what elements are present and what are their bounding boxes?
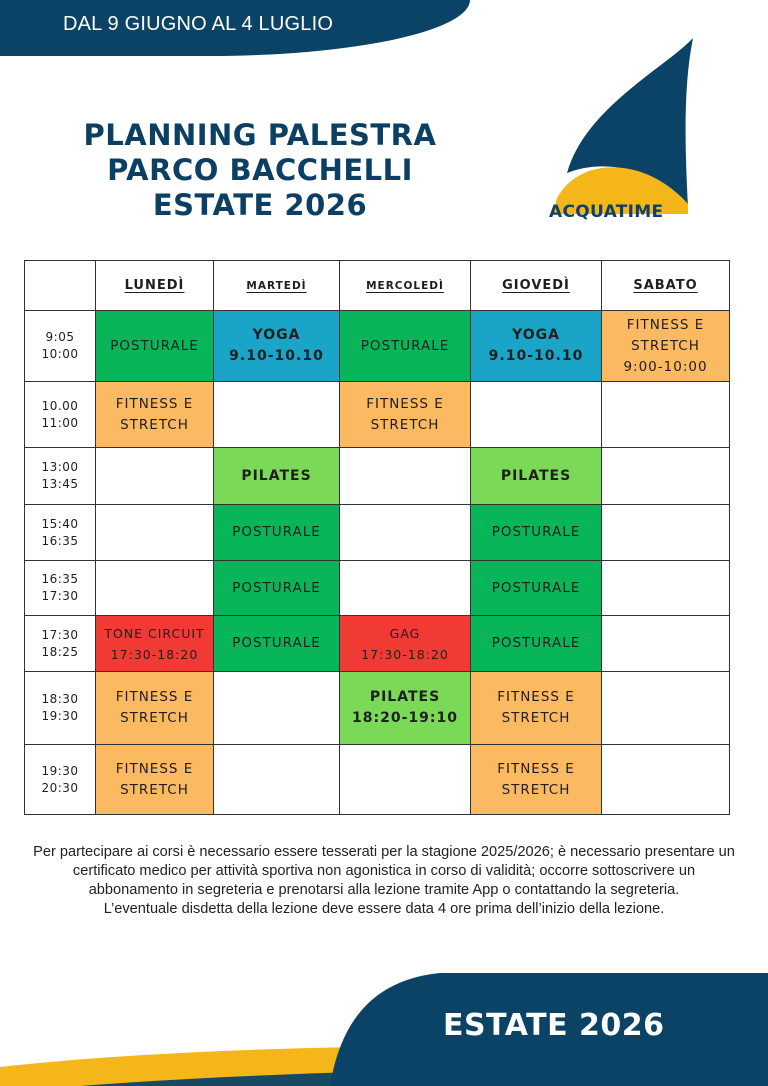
header-row [25,261,730,311]
class-label: GAG [389,625,421,641]
class-cell [214,561,340,616]
class-label: POSTURALE [491,635,581,651]
empty-cell [96,505,214,561]
class-label: FITNESS E [497,689,575,705]
class-label: POSTURALE [232,635,321,651]
schedule-row [25,382,730,448]
title-line-1: PLANNING PALESTRA [83,118,437,152]
schedule-table [24,260,730,815]
class-label: 17:30-18:20 [361,646,449,662]
time-value: 11:00 [41,415,79,430]
empty-cell [340,448,471,505]
empty-cell [471,382,602,448]
class-label: PILATES [369,689,441,705]
class-cell [96,745,214,815]
time-value: 13:45 [41,477,79,491]
time-slot [25,382,96,448]
empty-cell [96,561,214,616]
class-cell [471,561,602,616]
class-cell [214,311,340,382]
class-label: STRETCH [501,781,571,798]
class-label: STRETCH [370,416,440,433]
class-cell [214,616,340,672]
time-slot [25,561,96,616]
time-value: 17:30 [41,627,79,642]
class-label: POSTURALE [110,337,199,354]
class-label: POSTURALE [232,524,321,540]
logo-text: ACQUATIME [549,202,664,222]
sail-logo-icon [545,38,705,228]
info-note [30,843,738,919]
class-label: POSTURALE [232,579,321,596]
time-value: 15:40 [41,516,79,531]
class-label: YOGA [252,327,301,343]
class-cell [471,311,602,382]
schedule-row [25,505,730,561]
class-label: 9.10-10.10 [229,348,324,364]
time-value: 17:30 [41,589,79,603]
class-label: STRETCH [631,337,700,354]
title-line-3: ESTATE 2026 [152,188,368,222]
class-cell [96,311,214,382]
class-label: POSTURALE [360,337,450,354]
empty-cell [602,616,730,672]
time-value: 10.00 [41,398,79,413]
time-slot [25,616,96,672]
time-value: 19:30 [41,709,79,723]
time-value: 18:30 [41,692,79,706]
class-cell [471,505,602,561]
footer-season: ESTATE 2026 [443,1008,665,1043]
class-label: STRETCH [120,710,189,726]
class-label: TONE CIRCUIT [104,625,205,641]
time-value: 20:30 [41,780,79,795]
empty-cell [340,745,471,815]
class-label: FITNESS E [497,760,575,777]
class-cell [471,448,602,505]
time-value: 19:30 [41,763,79,778]
class-label: 18:20-19:10 [352,710,458,726]
class-label: POSTURALE [491,524,581,540]
title-line-2: PARCO BACCHELLI [107,153,413,187]
empty-cell [214,382,340,448]
class-label: YOGA [512,327,560,343]
class-label: FITNESS E [115,395,194,412]
class-cell [340,672,471,745]
class-cell [96,616,214,672]
time-value: 13:00 [41,460,79,474]
time-value: 16:35 [41,572,79,586]
header-corner [25,261,96,311]
empty-cell [602,672,730,745]
schedule-row [25,745,730,815]
class-label: FITNESS E [115,760,194,777]
time-value: 16:35 [41,533,79,548]
schedule-row [25,616,730,672]
class-label: 17:30-18:20 [110,646,199,662]
page-title [60,118,460,223]
day-header: SABATO [602,261,730,311]
day-header: MARTEDÌ [214,261,340,311]
class-cell [471,672,602,745]
empty-cell [602,505,730,561]
class-cell [340,311,471,382]
empty-cell [96,448,214,505]
class-label: STRETCH [501,710,571,726]
schedule-row [25,672,730,745]
time-value: 10:00 [41,347,79,361]
class-label: STRETCH [120,416,189,433]
day-header: GIOVEDÌ [471,261,602,311]
time-slot [25,672,96,745]
class-label: PILATES [241,467,312,484]
class-cell [214,505,340,561]
time-value: 18:25 [41,644,79,659]
date-range: DAL 9 GIUGNO AL 4 LUGLIO [63,13,334,35]
schedule-row [25,311,730,382]
class-cell [340,382,471,448]
empty-cell [214,745,340,815]
class-label: 9.10-10.10 [488,348,584,364]
class-label: POSTURALE [491,579,581,596]
class-label: FITNESS E [626,316,705,333]
time-slot [25,745,96,815]
class-cell [340,616,471,672]
class-cell [96,382,214,448]
class-cell [471,616,602,672]
class-cell [96,672,214,745]
class-label: FITNESS E [115,689,194,705]
empty-cell [602,745,730,815]
time-value: 9:05 [45,330,75,344]
empty-cell [602,561,730,616]
day-header: LUNEDÌ [96,261,214,311]
empty-cell [602,448,730,505]
time-slot [25,311,96,382]
empty-cell [214,672,340,745]
note-paragraph: Per partecipare ai corsi è necessario essere tesserati per la stagione 2025/2026; è necessario presentare un certificato medico per attività sportiva non agonistica in corso di validità; occorre sottoscrivere un abbonamento in segreteria e prenotarsi alla lezione tramite App o contattando la segreteria. [33,844,735,898]
class-cell [602,311,730,382]
empty-cell [602,382,730,448]
class-label: 9:00-10:00 [623,358,708,375]
note-paragraph: L’eventuale disdetta della lezione deve essere data 4 ore prima dell’inizio della lezione. [103,901,665,917]
class-label: STRETCH [120,781,189,798]
day-header: MERCOLEDÌ [340,261,471,311]
class-label: FITNESS E [366,395,444,412]
class-cell [471,745,602,815]
class-label: PILATES [500,467,572,484]
schedule-row [25,448,730,505]
schedule-row [25,561,730,616]
empty-cell [340,505,471,561]
empty-cell [340,561,471,616]
time-slot [25,448,96,505]
class-cell [214,448,340,505]
time-slot [25,505,96,561]
